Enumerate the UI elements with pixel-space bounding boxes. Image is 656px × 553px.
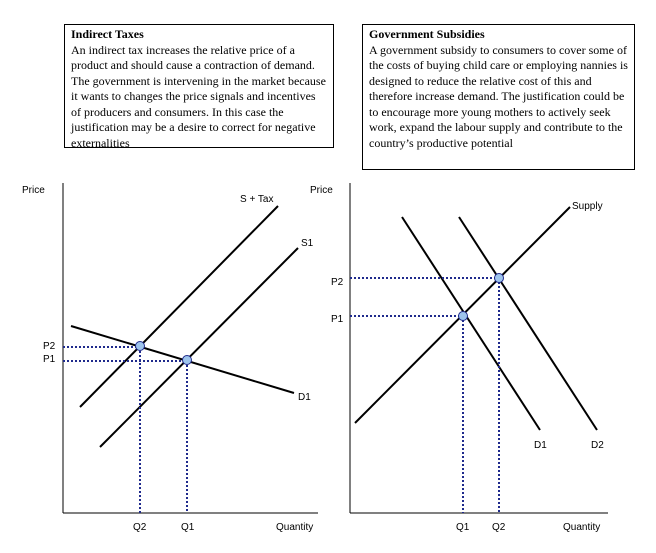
indirect-taxes-text: An indirect tax increases the relative price of a product and should cause a contraction of demand. The government is intervening in the market because it wants to changes the price signals and incentives of producers and consumers. In this case the justification may be a desire to correct for negative externalities [71,42,326,150]
tax-s1-label: S1 [301,238,314,249]
subsidy-d2-label: D2 [591,440,604,451]
subsidy-q2-label: Q2 [492,522,506,533]
subsidy-equilibrium-original [459,312,468,321]
tax-p2-label: P2 [43,341,56,352]
subsidy-p2-label: P2 [331,277,344,288]
tax-s-plus-tax-label: S + Tax [240,194,274,205]
subsidy-d1-label: D1 [534,440,547,451]
tax-diagram [22,183,318,533]
subsidy-diagram [310,183,608,533]
subsidy-y-axis-label: Price [310,185,333,196]
tax-q2-label: Q2 [133,522,147,533]
tax-s-plus-tax-curve [80,206,278,407]
tax-equilibrium-new [136,342,145,351]
tax-d1-label: D1 [298,392,311,403]
subsidy-supply-label: Supply [572,201,603,212]
subsidy-equilibrium-new [495,274,504,283]
subsidy-p1-label: P1 [331,314,344,325]
government-subsidies-text: A government subsidy to consumers to cover some of the costs of buying child care or employing nannies is designed to reduce the relative cost of this and therefore increase demand. The justification could be to encourage more young mothers to actively seek work, expand the labour supply and contribute to the country’s productive potential [369,42,628,150]
tax-p1-label: P1 [43,354,56,365]
government-subsidies-title: Government Subsidies [369,27,485,41]
tax-y-axis-label: Price [22,185,45,196]
subsidy-x-axis-label: Quantity [563,522,601,533]
subsidy-d1-curve [402,217,540,430]
tax-equilibrium-original [183,356,192,365]
indirect-taxes-title: Indirect Taxes [71,27,144,41]
subsidy-q1-label: Q1 [456,522,470,533]
tax-x-axis-label: Quantity [276,522,314,533]
tax-q1-label: Q1 [181,522,195,533]
tax-s1-curve [100,248,298,447]
